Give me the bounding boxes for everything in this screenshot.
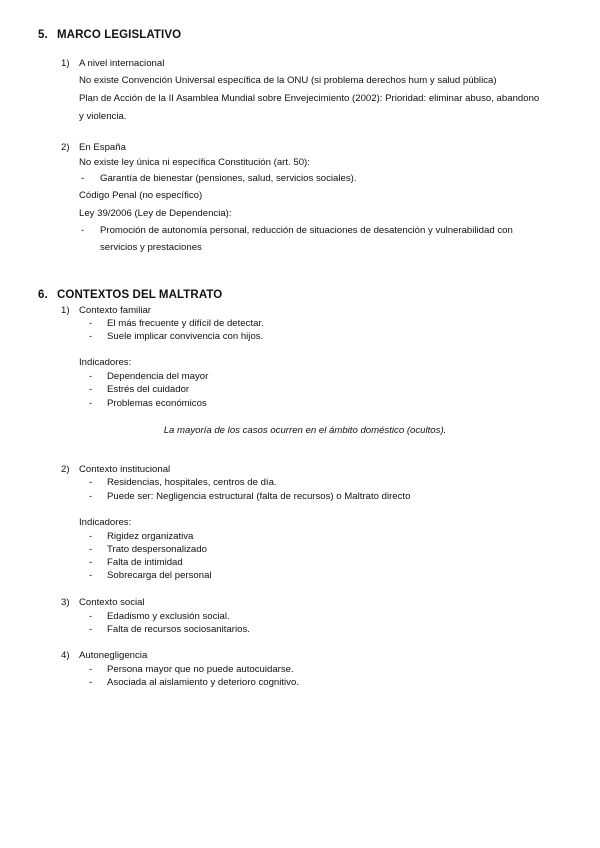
- item-title: En España: [79, 142, 126, 153]
- indicator-text: Sobrecarga del personal: [107, 570, 212, 581]
- bullet-dash: -: [89, 398, 93, 409]
- text-line: No existe Convención Universal específica de la ONU (si problema derechos hum y salud pública): [79, 75, 497, 86]
- section-5-title: MARCO LEGISLATIVO: [57, 29, 182, 41]
- bullet-dash: -: [89, 611, 93, 622]
- bullet-text: servicios y prestaciones: [100, 242, 202, 253]
- bullet-dash: -: [89, 677, 93, 688]
- bullet-dash: -: [89, 531, 93, 542]
- bullet-dash: -: [89, 570, 93, 581]
- bullet-text: Falta de recursos sociosanitarios.: [107, 624, 250, 635]
- item-number: 4): [61, 650, 70, 661]
- bullet-dash: -: [89, 331, 93, 342]
- bullet-text: Puede ser: Negligencia estructural (falta de recursos) o Maltrato directo: [107, 491, 411, 502]
- item-number: 1): [61, 58, 70, 69]
- bullet-text: Suele implicar convivencia con hijos.: [107, 331, 264, 342]
- indicator-text: Dependencia del mayor: [107, 371, 209, 382]
- text-line: y violencia.: [79, 111, 127, 122]
- bullet-text: Asociada al aislamiento y deterioro cognitivo.: [107, 677, 299, 688]
- item-title: A nivel internacional: [79, 58, 165, 69]
- section-6-number: 6.: [38, 289, 48, 301]
- bullet-dash: -: [89, 371, 93, 382]
- bullet-text: Garantía de bienestar (pensiones, salud, servicios sociales).: [100, 173, 357, 184]
- bullet-dash: -: [81, 225, 85, 236]
- bullet-dash: -: [89, 664, 93, 675]
- indicator-text: Rigidez organizativa: [107, 531, 194, 542]
- item-number: 2): [61, 142, 70, 153]
- indicator-text: Problemas económicos: [107, 398, 207, 409]
- bullet-dash: -: [89, 624, 93, 635]
- indicator-text: Trato despersonalizado: [107, 544, 207, 555]
- item-title: Contexto social: [79, 597, 145, 608]
- text-line: Plan de Acción de la II Asamblea Mundial sobre Envejecimiento (2002): Prioridad: eliminar abuso, abandono: [79, 93, 540, 104]
- bullet-dash: -: [89, 557, 93, 568]
- indicator-text: Estrés del cuidador: [107, 384, 190, 395]
- bullet-text: Promoción de autonomía personal, reducción de situaciones de desatención y vulnerabilidad con: [100, 225, 513, 236]
- section-5-number: 5.: [38, 29, 48, 41]
- bullet-dash: -: [89, 544, 93, 555]
- bullet-dash: -: [89, 318, 93, 329]
- bullet-dash: -: [81, 173, 85, 184]
- item-number: 2): [61, 464, 70, 475]
- item-number: 3): [61, 597, 70, 608]
- italic-note: La mayoría de los casos ocurren en el ámbito doméstico (ocultos).: [163, 425, 447, 436]
- bullet-dash: -: [89, 491, 93, 502]
- indicator-text: Falta de intimidad: [107, 557, 183, 568]
- bullet-text: Edadismo y exclusión social.: [107, 611, 230, 622]
- indicators-label: Indicadores:: [79, 357, 132, 368]
- item-title: Contexto familiar: [79, 305, 151, 316]
- bullet-text: Residencias, hospitales, centros de día.: [107, 477, 277, 488]
- bullet-text: El más frecuente y difícil de detectar.: [107, 318, 264, 329]
- item-title: Autonegligencia: [79, 650, 148, 661]
- section-6-title: CONTEXTOS DEL MALTRATO: [57, 289, 223, 301]
- bullet-dash: -: [89, 477, 93, 488]
- bullet-dash: -: [89, 384, 93, 395]
- text-line: No existe ley única ni específica Constitución (art. 50):: [79, 157, 310, 168]
- item-title: Contexto institucional: [79, 464, 171, 475]
- item-number: 1): [61, 305, 70, 316]
- text-line: Código Penal (no específico): [79, 190, 203, 201]
- bullet-text: Persona mayor que no puede autocuidarse.: [107, 664, 294, 675]
- text-line: Ley 39/2006 (Ley de Dependencia):: [79, 208, 232, 219]
- indicators-label: Indicadores:: [79, 517, 132, 528]
